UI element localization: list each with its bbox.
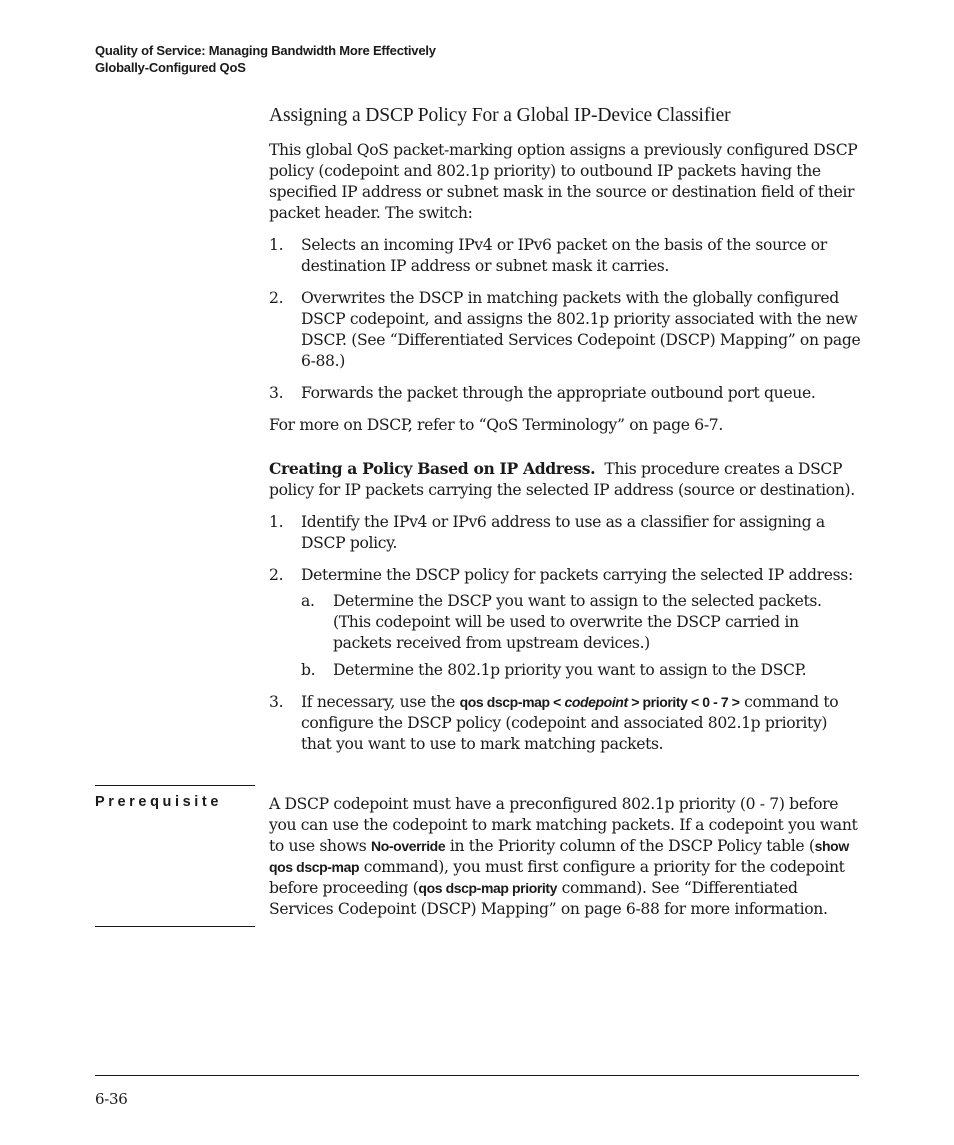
step-number: 2. xyxy=(269,289,284,307)
step-text: Overwrites the DSCP in matching packets with the globally configured DSCP codepoint, and assigns the 802.1p priority associated with the new DSCP. (See “Differentiated Services Codepoint (DSCP) Mapping” on page 6-88.) xyxy=(301,289,861,370)
step-number: 2. xyxy=(269,566,284,584)
procedure-intro xyxy=(269,458,861,501)
step-text-pre: If necessary, use the xyxy=(301,693,455,711)
note-text: A DSCP codepoint must have a preconfigured 802.1p priority (0 - 7) before you can use the codepoint to mark matching packets. If a codepoint you want to use shows xyxy=(269,795,858,855)
switch-steps-list xyxy=(269,235,861,404)
list-item xyxy=(269,288,861,372)
sidebar-rule-bottom xyxy=(95,926,255,927)
step-text: Determine the DSCP policy for packets carrying the selected IP address: xyxy=(301,566,853,584)
prerequisite-note xyxy=(269,794,861,920)
command-part: qos dscp-map < xyxy=(459,694,561,710)
substep-text: Determine the 802.1p priority you want to assign to the DSCP. xyxy=(333,661,807,679)
substep-letter: b. xyxy=(301,661,316,679)
list-item xyxy=(301,660,861,681)
intro-paragraph: This global QoS packet-marking option assigns a previously configured DSCP policy (codepoint and 802.1p priority) to outbound IP packets having the specified IP address or subnet mask in the source or destination field of their packet header. The switch: xyxy=(269,141,858,222)
command-no-override: No-override xyxy=(371,838,446,854)
note-text: in the Priority column of the DSCP Policy table ( xyxy=(449,837,815,855)
section-title: Assigning a DSCP Policy For a Global IP-Device Classifier xyxy=(269,105,731,126)
step-number: 3. xyxy=(269,384,284,402)
substep-letter: a. xyxy=(301,592,315,610)
list-item xyxy=(269,565,861,681)
step-text-post: command to configure the DSCP policy (codepoint and associated 802.1p priority) that you want to use to mark matching packets. xyxy=(301,693,839,753)
list-item xyxy=(269,235,861,277)
note-text: command). See “Differentiated Services Codepoint (DSCP) Mapping” on page 6-88 for more information. xyxy=(269,879,828,918)
step-number: 3. xyxy=(269,693,284,711)
prerequisite-label: Prerequisite xyxy=(95,794,223,810)
note-text: command), you must first configure a priority for the codepoint before proceeding ( xyxy=(269,858,845,897)
list-item xyxy=(269,512,861,554)
command-param-codepoint: codepoint xyxy=(564,694,628,710)
header-chapter-title: Quality of Service: Managing Bandwidth More Effectively xyxy=(95,43,436,58)
step-text: Selects an incoming IPv4 or IPv6 packet on the basis of the source or destination IP address or subnet mask it carries. xyxy=(301,236,827,275)
command-qos-dscp-map xyxy=(460,694,740,710)
step-text: Identify the IPv4 or IPv6 address to use as a classifier for assigning a DSCP policy. xyxy=(301,513,825,552)
list-item xyxy=(269,692,861,755)
main-content xyxy=(269,104,861,766)
command-show-qos-dscp-map: show qos dscp-map xyxy=(269,838,849,875)
step-number: 1. xyxy=(269,513,284,531)
command-part: > priority < 0 - 7 > xyxy=(631,694,740,710)
page-number: 6-36 xyxy=(95,1090,128,1108)
step-number: 1. xyxy=(269,236,284,254)
more-info-paragraph: For more on DSCP, refer to “QoS Terminology” on page 6-7. xyxy=(269,416,723,434)
procedure-steps-list xyxy=(269,512,861,755)
procedure-lead: Creating a Policy Based on IP Address. xyxy=(269,459,596,478)
substeps-list xyxy=(301,591,861,681)
command-qos-dscp-map-priority: qos dscp-map priority xyxy=(418,880,558,896)
footer-rule xyxy=(95,1075,859,1076)
list-item xyxy=(301,591,861,654)
procedure-text: This procedure creates a DSCP policy for IP packets carrying the selected IP address (source or destination). xyxy=(269,460,855,499)
running-header xyxy=(95,42,436,76)
step-text: Forwards the packet through the appropriate outbound port queue. xyxy=(301,384,816,402)
header-section-title: Globally-Configured QoS xyxy=(95,60,246,75)
substep-text: Determine the DSCP you want to assign to the selected packets. (This codepoint will be used to overwrite the DSCP carried in packets received from upstream devices.) xyxy=(333,592,822,652)
sidebar-rule-top xyxy=(95,785,255,786)
list-item xyxy=(269,383,861,404)
